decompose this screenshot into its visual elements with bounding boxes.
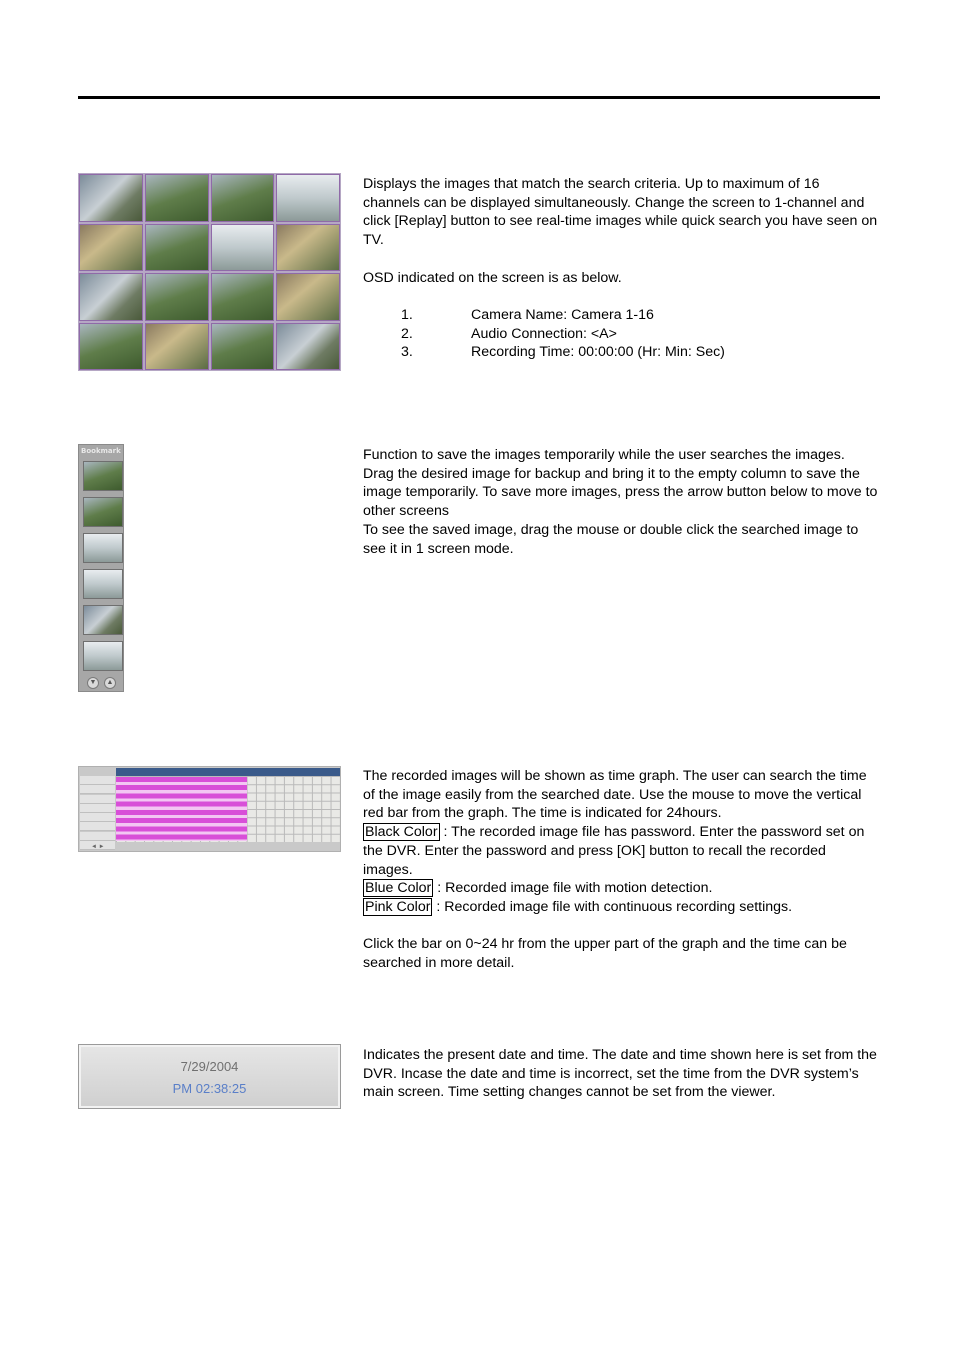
section2-paragraph1: Function to save the images temporarily while the user searches the images. Drag the desired image for backup and bring it to the empty column to save the image temporarily. To save more images, press the arrow button below to move to other screens — [363, 447, 878, 520]
pink-color-label: Pink Color — [365, 898, 431, 915]
section4-paragraph1: Indicates the present date and time. The date and time shown here is set from the DVR. Incase the date and time is incorrect, set the time from the DVR system’s main screen. Time setting changes cannot be set from the viewer. — [363, 1047, 877, 1101]
camera-tile — [79, 224, 143, 272]
section3-paragraph1: The recorded images will be shown as time graph. The user can search the time of the image easily from the searched date. Use the mouse to move the vertical red bar from the graph. The time is indicated for 24hours. — [363, 768, 867, 822]
camera-tile — [276, 174, 340, 222]
camera-tile — [79, 273, 143, 321]
header-rule — [78, 96, 880, 99]
graph-nav-icon: ◄ ► — [91, 844, 105, 850]
section1-paragraph1: Displays the images that match the search criteria. Up to maximum of 16 channels can be displayed simultaneously. Change the screen to 1-channel and click [Replay] button to see real-time images while quick search you have seen on TV. — [363, 176, 878, 249]
current-time: PM 02:38:25 — [172, 1081, 247, 1096]
section2-paragraph2: To see the saved image, drag the mouse or double click the searched image to see it in 1 screen mode. — [363, 521, 859, 557]
section3-paragraph2: Click the bar on 0~24 hr from the upper part of the graph and the time can be searched in more detail. — [363, 936, 847, 972]
black-color-label: Black Color — [365, 824, 438, 841]
bookmark-thumbnail — [83, 461, 123, 491]
bookmark-thumbnail — [83, 533, 123, 563]
camera-tile — [211, 273, 275, 321]
blue-color-text: : Recorded image file with motion detection. — [433, 880, 713, 897]
camera-tile — [211, 323, 275, 371]
osd-list-item: 1. Camera Name: Camera 1-16 — [401, 306, 654, 323]
sixteen-channel-screenshot — [78, 173, 341, 371]
black-color-text: : The recorded image file has password. Enter the password set on the DVR. Enter the password and press [OK] button to recall the recorded images. — [363, 824, 865, 878]
continuous-recording-bars — [116, 777, 247, 841]
section2-text — [363, 446, 878, 558]
camera-tile — [145, 323, 209, 371]
bookmark-thumbnail — [83, 569, 123, 599]
camera-tile — [211, 174, 275, 222]
osd-list-item: 2. Audio Connection: <A> — [401, 325, 617, 342]
arrow-down-icon: ▼ — [87, 677, 99, 689]
black-color-item — [363, 823, 878, 879]
camera-tile — [211, 224, 275, 272]
pink-color-text: : Recorded image file with continuous recording settings. — [432, 898, 793, 915]
bookmark-thumbnail — [83, 497, 123, 527]
section1-text — [363, 175, 878, 362]
camera-tile — [276, 224, 340, 272]
blue-color-item — [363, 879, 878, 898]
bookmark-thumbnail — [83, 641, 123, 671]
arrow-up-icon: ▲ — [104, 677, 116, 689]
camera-tile — [276, 323, 340, 371]
camera-label-column — [80, 776, 115, 850]
camera-tile — [145, 273, 209, 321]
osd-list — [363, 306, 878, 362]
date-time-display — [78, 1044, 341, 1109]
blue-color-label: Blue Color — [365, 880, 432, 897]
camera-tile — [79, 323, 143, 371]
bookmark-thumbnail — [83, 605, 123, 635]
section4-text — [363, 1046, 878, 1102]
osd-list-item: 3. Recording Time: 00:00:00 (Hr: Min: Sec) — [401, 344, 725, 361]
pink-color-item — [363, 898, 878, 917]
section3-text — [363, 767, 878, 973]
camera-tile — [145, 174, 209, 222]
hour-header-bar — [116, 768, 340, 776]
bookmark-title: Bookmark — [81, 447, 121, 455]
bookmark-panel-screenshot — [78, 444, 124, 692]
camera-tile — [276, 273, 340, 321]
camera-tile — [145, 224, 209, 272]
section1-paragraph2: OSD indicated on the screen is as below. — [363, 269, 622, 286]
current-date: 7/29/2004 — [180, 1059, 239, 1074]
time-graph-screenshot — [78, 766, 341, 852]
camera-tile — [79, 174, 143, 222]
